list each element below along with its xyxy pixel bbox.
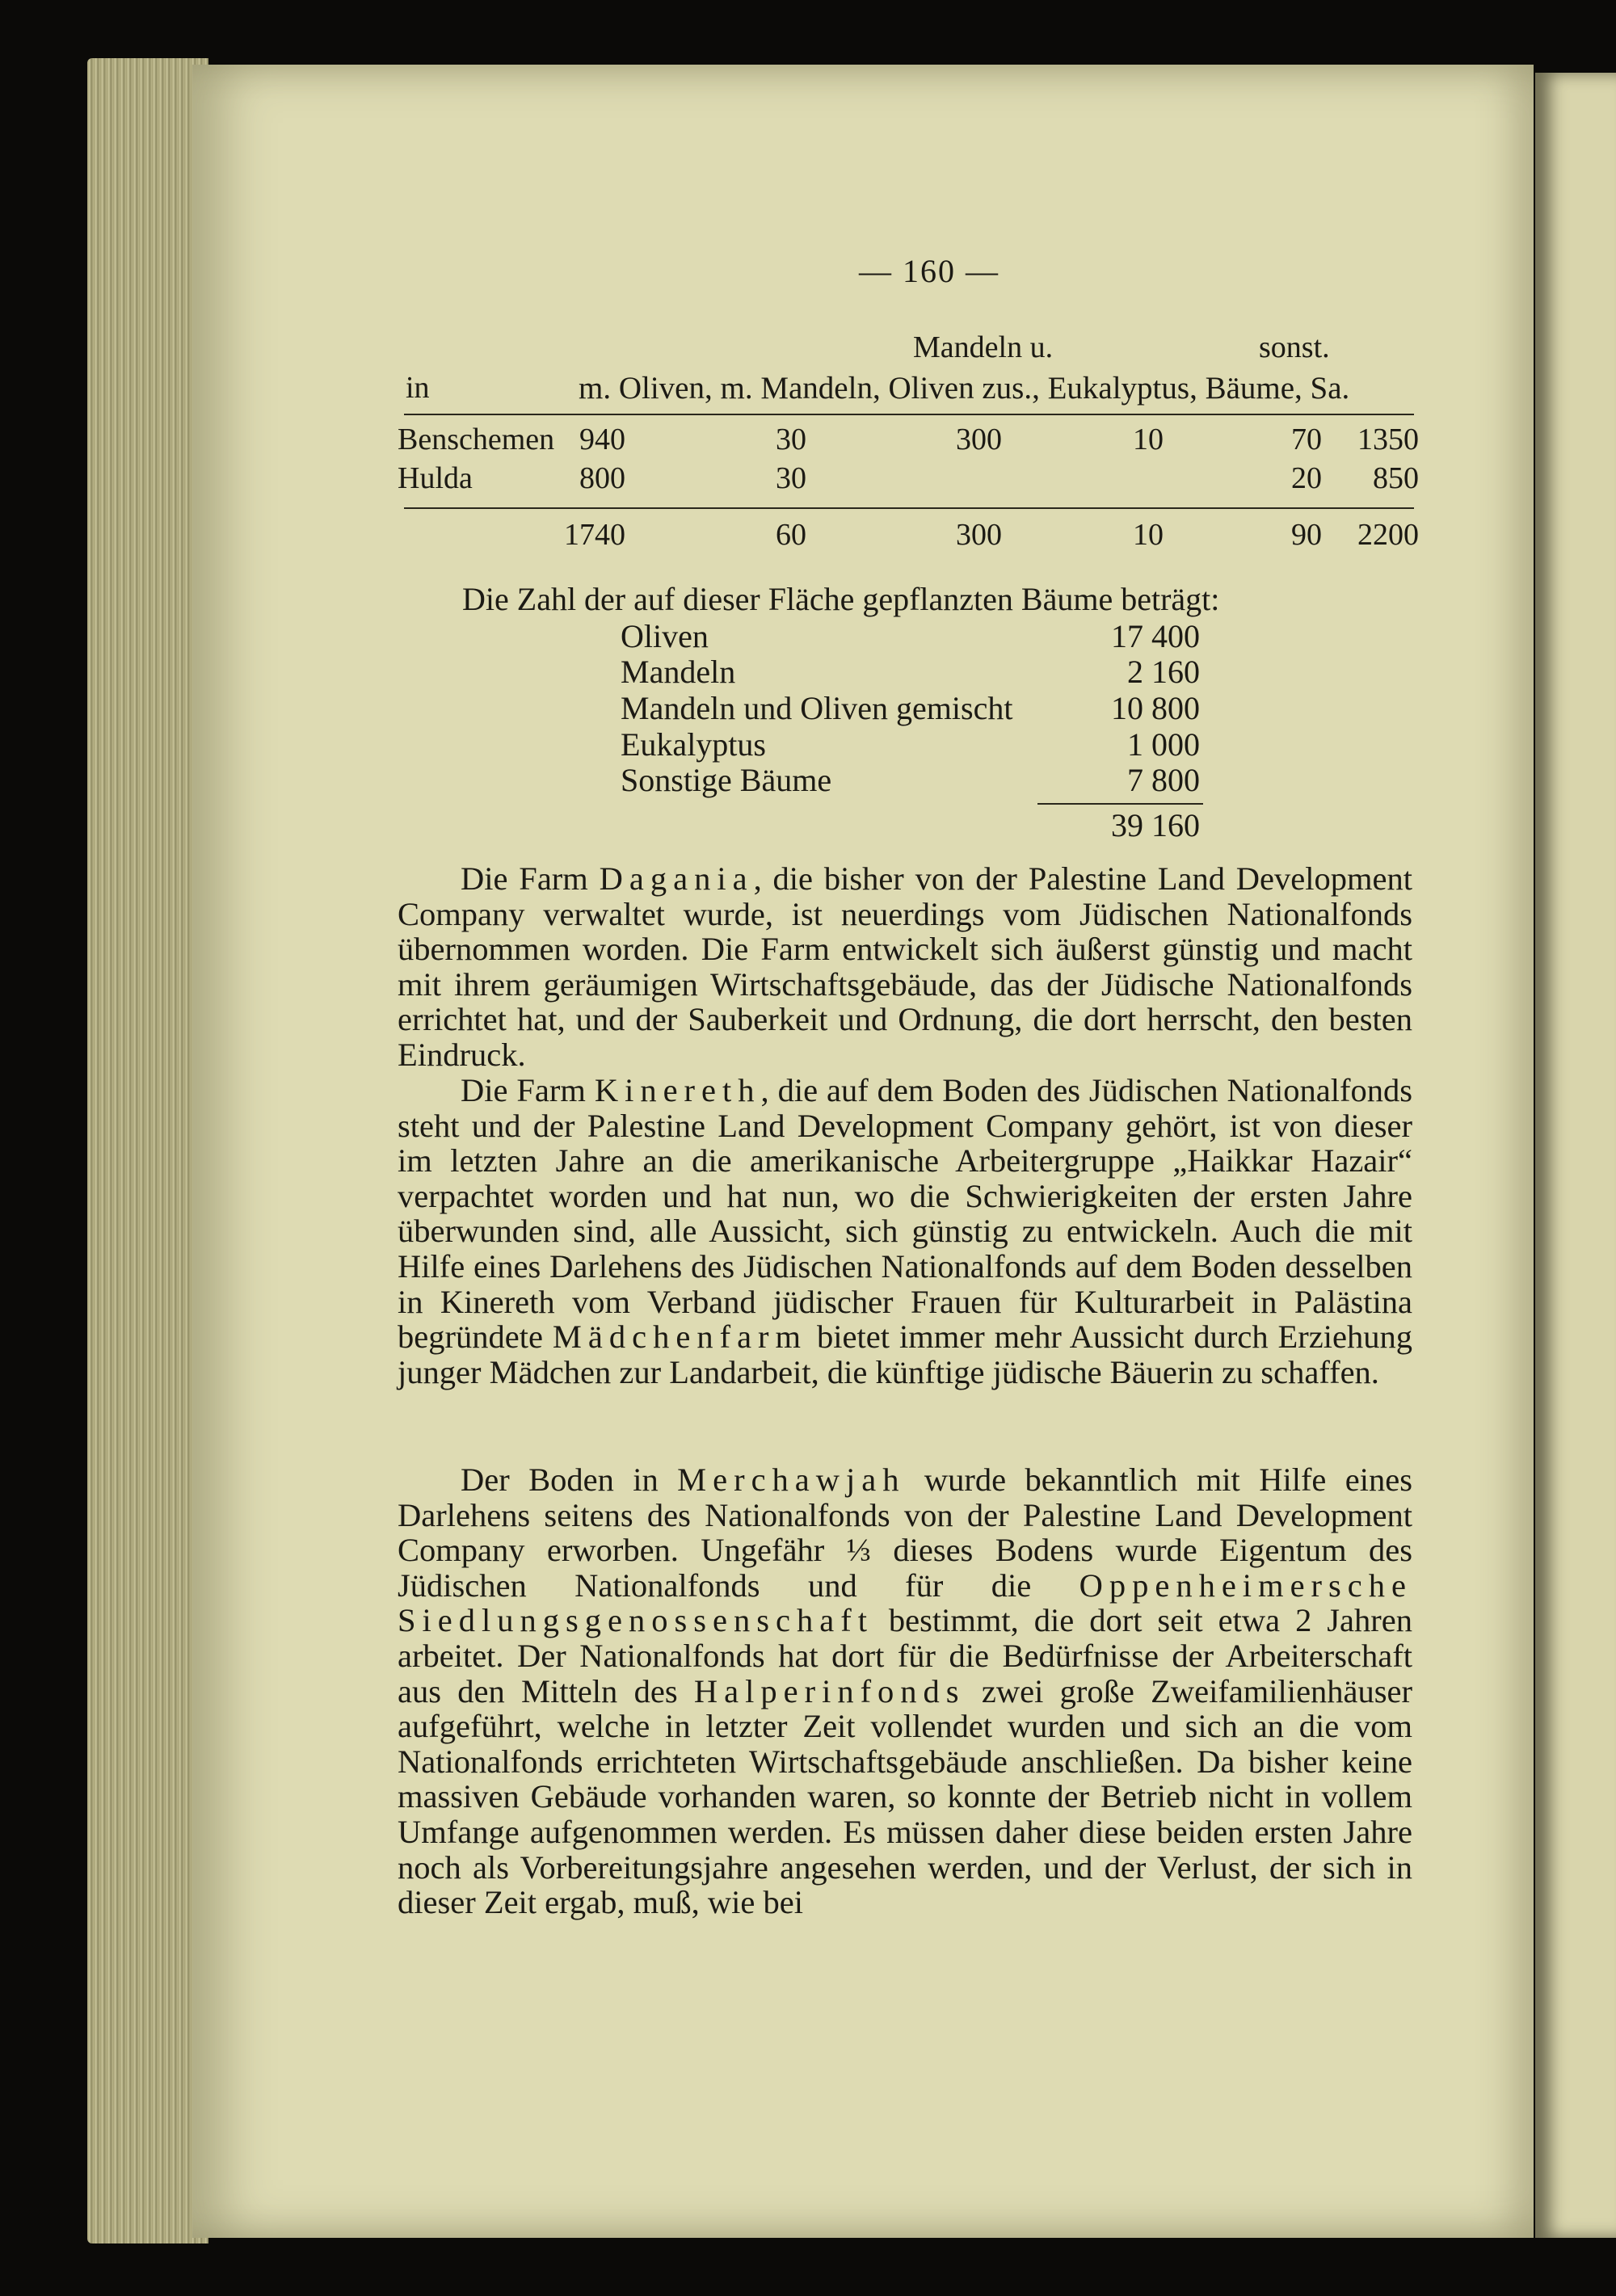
tree-item-label: Sonstige Bäume: [621, 762, 832, 798]
spaced-name-maedchenfarm: Mädchenfarm: [552, 1318, 808, 1356]
header-mandeln-u: Mandeln u.: [913, 330, 1054, 364]
tree-item-label: Mandeln und Oliven gemischt: [621, 690, 1013, 726]
header-columns: m. Oliven, m. Mandeln, Oliven zus., Eukalyptus, Bäume, Sa.: [579, 371, 1350, 406]
total-summe: 2200: [1357, 518, 1419, 552]
text: , die bisher von der Palestine Land Development Company verwaltet wurde, ist neuerdings vom Jüdischen Nationalfonds übernommen worden. Die Farm entwickelt sich äußerst günstig und macht mit ihrem geräumigen Wirtschaftsgebäude, das der Jüdische Nationalfonds errichtet hat, und der Sauberkeit und Ordnung, die dort herrscht, den besten Eindruck.: [398, 860, 1412, 1073]
table-header-rule: [404, 414, 1414, 415]
tree-item-label: Oliven: [621, 618, 709, 654]
cell-oliven: 940: [579, 423, 625, 456]
text: zwei große Zweifamilienhäuser aufgeführt, welche in letzter Zeit vollendet wurden und sich an die vom Nationalfonds errichteten Wirtschaftsgebäude anschließen. Da bisher keine massiven Gebäude vorhanden waren, so konnte der Betrieb nicht in vollem Umfange aufgenommen werden. Es müssen daher diese beiden ersten Jahre noch als Vorbereitungsjahre angesehen werden, und der Verlust, der sich in dieser Zeit ergab, muß, wie bei: [398, 1672, 1412, 1921]
text: bestimmt, die dort seit etwa 2 Jahren arbeitet. Der Nationalfonds hat dort für die Bedürfnisse der Arbeiterschaft aus den Mitteln des: [398, 1602, 1412, 1709]
paragraph-kinereth: [398, 1073, 1412, 1390]
spaced-name-kinereth: Kinereth: [594, 1072, 761, 1108]
total-baeume: 90: [1291, 518, 1322, 552]
header-sonst: sonst.: [1259, 330, 1330, 364]
cell-baeume: 70: [1291, 423, 1322, 456]
page-number: — 160 —: [859, 253, 999, 289]
total-oliven: 1740: [564, 518, 625, 552]
cell-summe: 1350: [1357, 423, 1419, 456]
cell-eukalyptus: 10: [1133, 423, 1164, 456]
spaced-name-oppenheimersche: Oppenheimersche Siedlungsgenossenschaft: [398, 1566, 1412, 1639]
total-eukalyptus: 10: [1133, 518, 1164, 552]
header-in: in: [406, 371, 430, 405]
text: wurde bekanntlich mit Hilfe eines Darlehens seitens des Nationalfonds von der Palestine Land Development Company erworben. Ungefähr ⅓ dieses Bodens wurde Eigentum des Jüdischen Nationalfonds und für die: [398, 1461, 1413, 1604]
tree-count-sum: 39 160: [1111, 807, 1200, 843]
total-oliven-zus: 300: [956, 518, 1002, 552]
spaced-name-halperinfonds: Halperinfonds: [693, 1672, 966, 1709]
text: Die Farm: [461, 860, 600, 897]
text: bietet immer mehr Aussicht durch Erziehung junger Mädchen zur Landarbeit, die künftige jüdische Bäuerin zu schaffen.: [398, 1318, 1412, 1390]
cell-mandeln: 30: [776, 461, 806, 495]
next-page-edge: [1535, 73, 1616, 2238]
total-mandeln: 60: [776, 518, 806, 552]
text: Der Boden in: [461, 1461, 678, 1498]
row-label-hulda: Hulda: [398, 461, 473, 495]
cell-baeume: 20: [1291, 461, 1322, 495]
cell-oliven-zus: 300: [956, 423, 1002, 456]
tree-item-value: 7 800: [1127, 762, 1200, 798]
cell-summe: 850: [1373, 461, 1419, 495]
tree-item-label: Eukalyptus: [621, 726, 766, 763]
text: , die auf dem Boden des Jüdischen Nationalfonds steht und der Palestine Land Development Company gehört, ist von dieser im letzten Jahre an die amerikanische Arbeitergruppe „Haikkar Hazair“ verpachtet worden und hat nun, wo die Schwierigkeiten der ersten Jahre überwunden sind, alle Aussicht, sich günstig zu entwickeln. Auch die mit Hilfe eines Darlehens des Jüdischen Nationalfonds auf dem Boden desselben in Kinereth vom Verband jüdischer Frauen für Kulturarbeit in Palästina begründete: [398, 1072, 1412, 1356]
page-edge: [87, 58, 208, 2243]
paragraph-dagania: [398, 861, 1412, 1073]
table-total-rule: [404, 507, 1414, 509]
tree-item-label: Mandeln: [621, 654, 736, 690]
text: Die Farm: [461, 1072, 595, 1108]
cell-oliven: 800: [579, 461, 625, 495]
tree-count-intro: Die Zahl der auf dieser Fläche gepflanzten Bäume beträgt:: [462, 581, 1220, 617]
tree-item-value: 10 800: [1111, 690, 1200, 726]
tree-item-value: 17 400: [1111, 618, 1200, 654]
sum-rule: [1037, 803, 1203, 805]
tree-item-value: 1 000: [1127, 726, 1200, 763]
spaced-name-dagania: Dagania: [599, 860, 754, 897]
row-label-benschemen: Benschemen: [398, 423, 555, 456]
spaced-name-merchawjah: Merchawjah: [677, 1461, 906, 1498]
paragraph-merchawjah: [398, 1462, 1412, 1920]
cell-mandeln: 30: [776, 423, 806, 456]
tree-item-value: 2 160: [1127, 654, 1200, 690]
